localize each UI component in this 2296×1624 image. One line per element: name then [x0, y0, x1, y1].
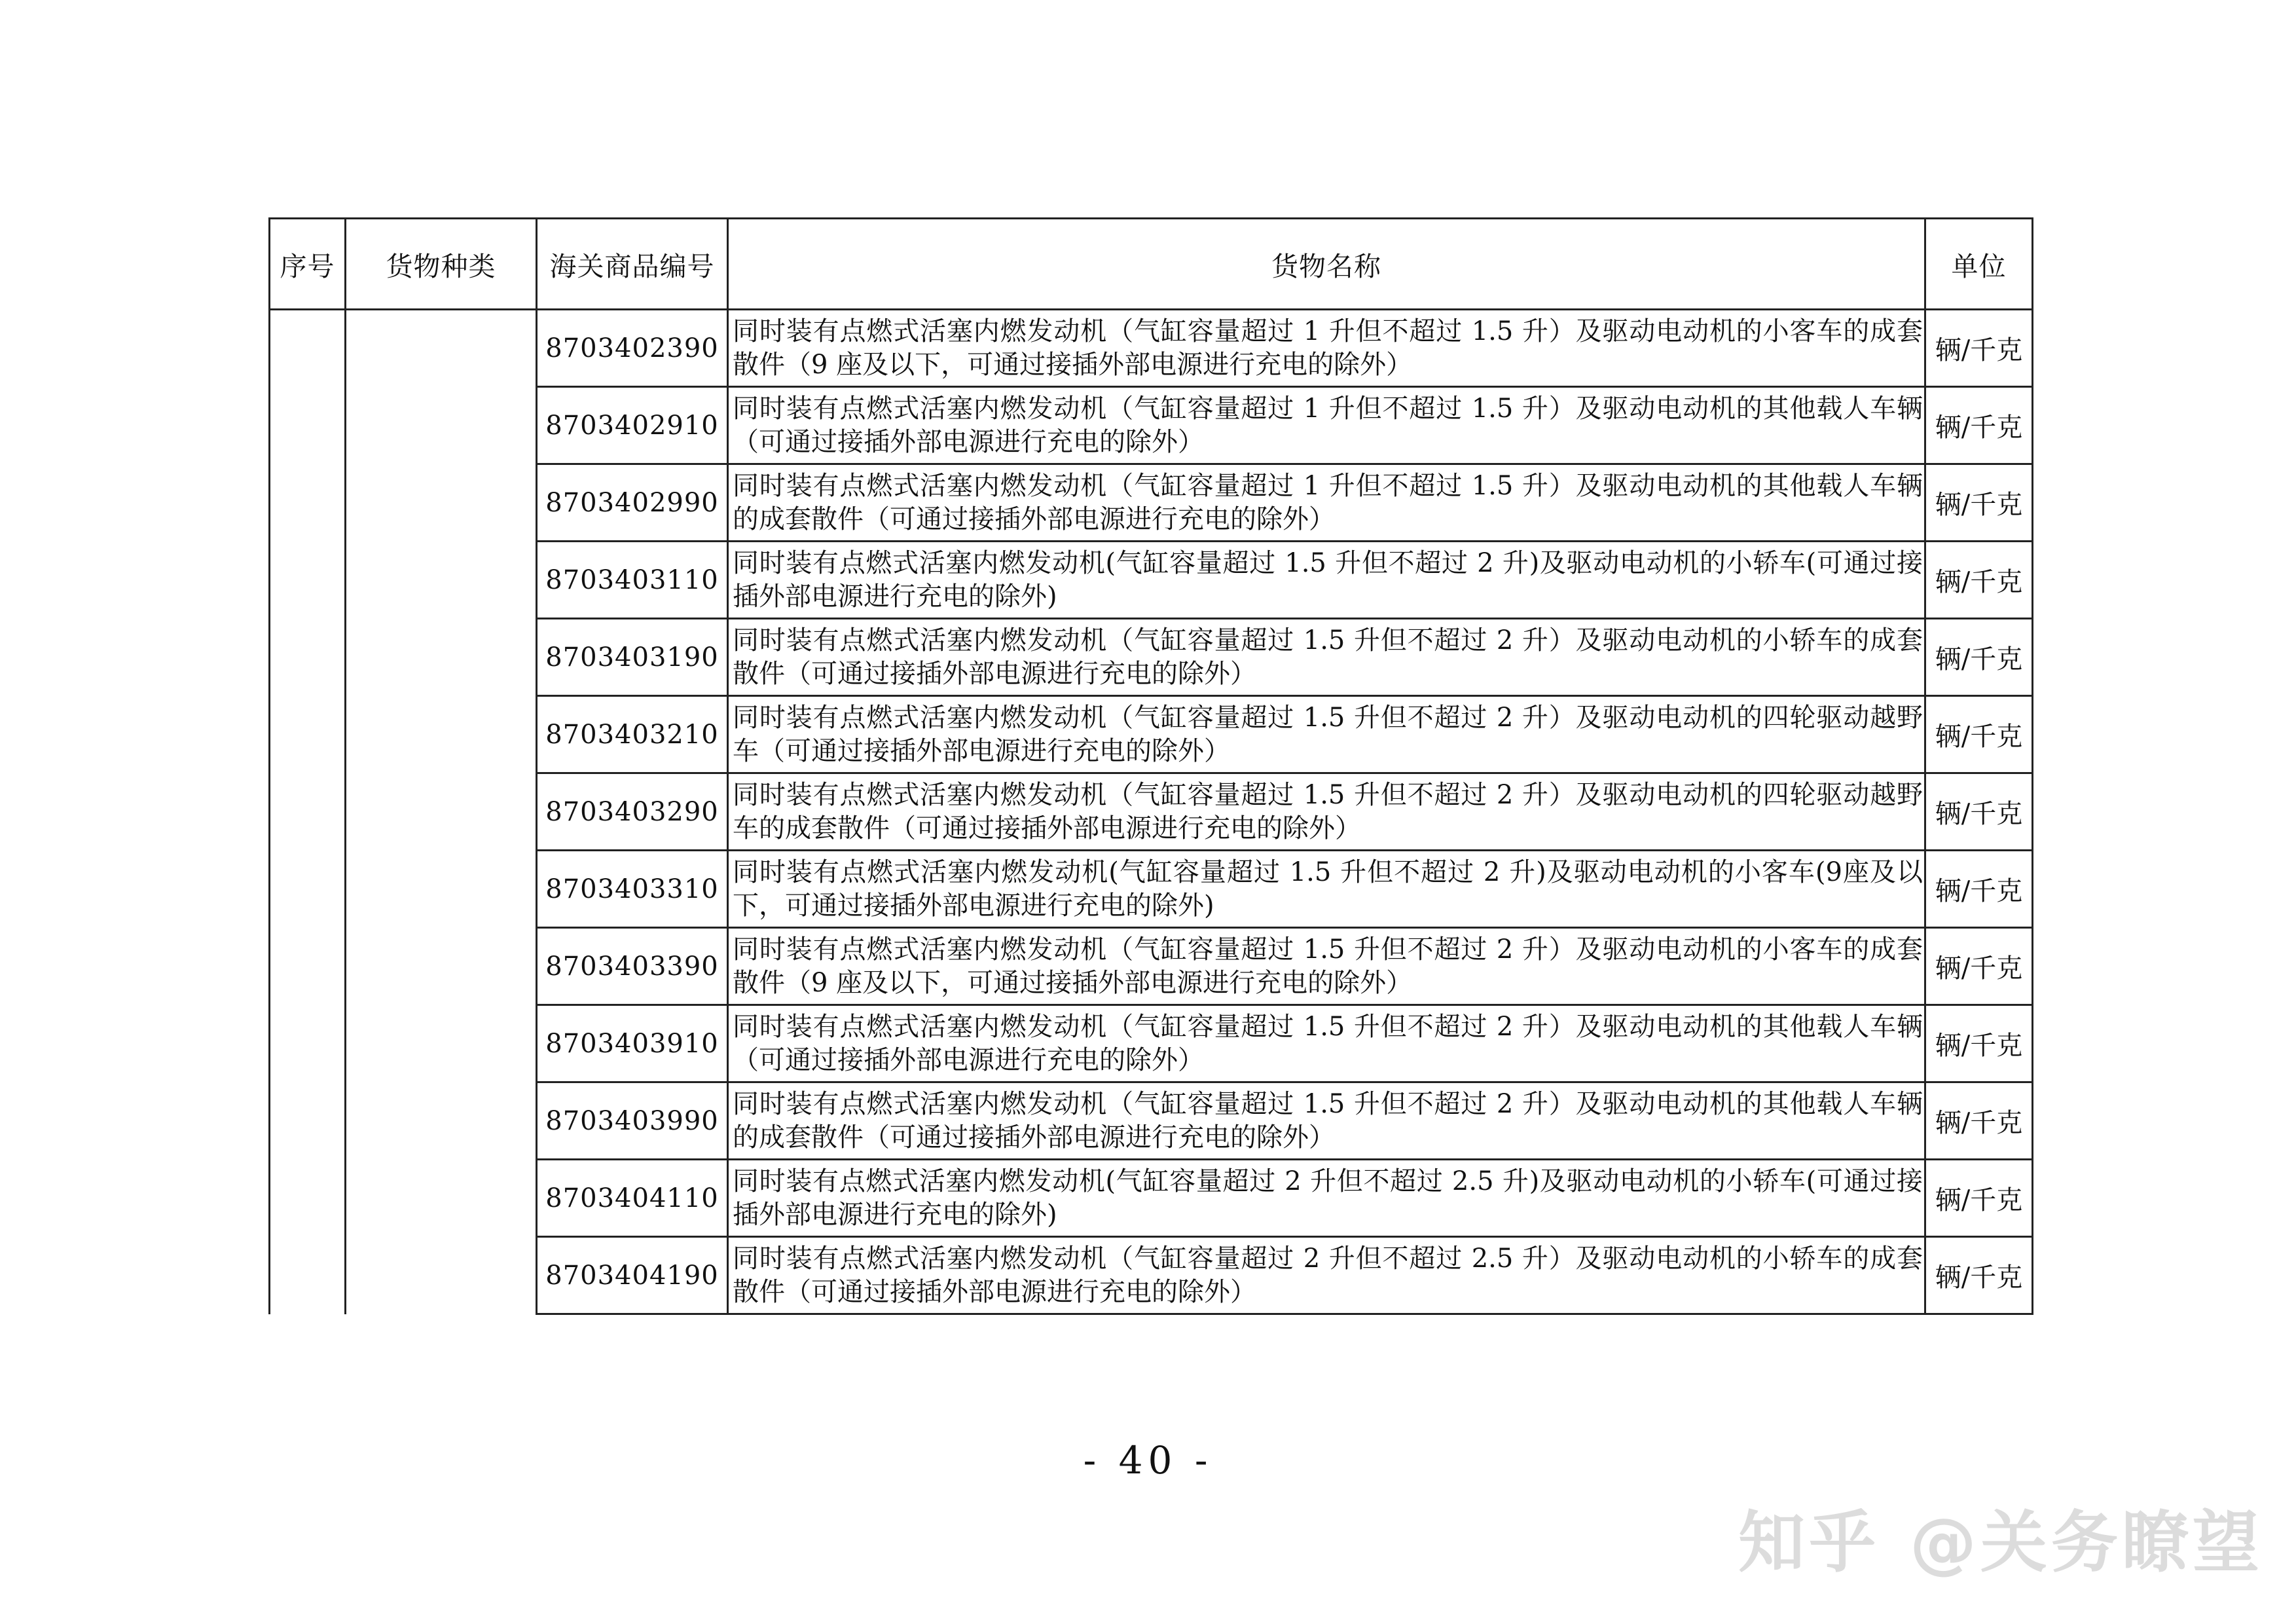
unit-cell: 辆/千克	[1925, 1082, 2033, 1160]
name-cell: 同时装有点燃式活塞内燃发动机（气缸容量超过 2 升但不超过 2.5 升）及驱动电动机的小轿车的成套散件（可通过接插外部电源进行充电的除外）	[728, 1237, 1925, 1314]
watermark-platform: 知乎	[1738, 1504, 1880, 1582]
name-cell: 同时装有点燃式活塞内燃发动机(气缸容量超过 1.5 升但不超过 2 升)及驱动电动机的小客车(9座及以下，可通过接插外部电源进行充电的除外)	[728, 851, 1925, 928]
code-cell: 8703403390	[537, 928, 728, 1005]
header-unit: 单位	[1925, 219, 2033, 310]
code-cell: 8703403290	[537, 773, 728, 851]
name-cell: 同时装有点燃式活塞内燃发动机（气缸容量超过 1.5 升但不超过 2 升）及驱动电动机的四轮驱动越野车（可通过接插外部电源进行充电的除外）	[728, 696, 1925, 773]
header-code: 海关商品编号	[537, 219, 728, 310]
code-cell: 8703404190	[537, 1237, 728, 1314]
name-cell: 同时装有点燃式活塞内燃发动机（气缸容量超过 1.5 升但不超过 2 升）及驱动电动机的四轮驱动越野车的成套散件（可通过接插外部电源进行充电的除外）	[728, 773, 1925, 851]
name-cell: 同时装有点燃式活塞内燃发动机（气缸容量超过 1.5 升但不超过 2 升）及驱动电动机的其他载人车辆（可通过接插外部电源进行充电的除外）	[728, 1005, 1925, 1082]
seq-cell	[270, 310, 346, 1314]
page-number: - 40 -	[1083, 1438, 1213, 1483]
code-cell: 8703403110	[537, 542, 728, 619]
header-type: 货物种类	[346, 219, 537, 310]
unit-cell: 辆/千克	[1925, 542, 2033, 619]
code-cell: 8703403190	[537, 619, 728, 696]
table-row	[270, 310, 2033, 387]
watermark-account: @关务瞭望	[1910, 1504, 2263, 1582]
code-cell: 8703403310	[537, 851, 728, 928]
unit-cell: 辆/千克	[1925, 928, 2033, 1005]
goods-table	[268, 217, 2033, 1315]
code-cell: 8703403910	[537, 1005, 728, 1082]
unit-cell: 辆/千克	[1925, 619, 2033, 696]
code-cell: 8703403210	[537, 696, 728, 773]
name-cell: 同时装有点燃式活塞内燃发动机(气缸容量超过 2 升但不超过 2.5 升)及驱动电动机的小轿车(可通过接插外部电源进行充电的除外)	[728, 1160, 1925, 1237]
code-cell: 8703402390	[537, 310, 728, 387]
name-cell: 同时装有点燃式活塞内燃发动机（气缸容量超过 1.5 升但不超过 2 升）及驱动电动机的小轿车的成套散件（可通过接插外部电源进行充电的除外）	[728, 619, 1925, 696]
unit-cell: 辆/千克	[1925, 387, 2033, 464]
unit-cell: 辆/千克	[1925, 773, 2033, 851]
unit-cell: 辆/千克	[1925, 1160, 2033, 1237]
name-cell: 同时装有点燃式活塞内燃发动机（气缸容量超过 1 升但不超过 1.5 升）及驱动电动机的其他载人车辆的成套散件（可通过接插外部电源进行充电的除外）	[728, 464, 1925, 542]
code-cell: 8703402910	[537, 387, 728, 464]
type-cell	[346, 310, 537, 1314]
zhihu-watermark	[1738, 1485, 2263, 1590]
name-cell: 同时装有点燃式活塞内燃发动机（气缸容量超过 1 升但不超过 1.5 升）及驱动电动机的小客车的成套散件（9 座及以下，可通过接插外部电源进行充电的除外）	[728, 310, 1925, 387]
unit-cell: 辆/千克	[1925, 696, 2033, 773]
unit-cell: 辆/千克	[1925, 851, 2033, 928]
name-cell: 同时装有点燃式活塞内燃发动机（气缸容量超过 1.5 升但不超过 2 升）及驱动电动机的小客车的成套散件（9 座及以下，可通过接插外部电源进行充电的除外）	[728, 928, 1925, 1005]
name-cell: 同时装有点燃式活塞内燃发动机(气缸容量超过 1.5 升但不超过 2 升)及驱动电动机的小轿车(可通过接插外部电源进行充电的除外)	[728, 542, 1925, 619]
unit-cell: 辆/千克	[1925, 310, 2033, 387]
table-header-row	[270, 219, 2033, 310]
name-cell: 同时装有点燃式活塞内燃发动机（气缸容量超过 1.5 升但不超过 2 升）及驱动电动机的其他载人车辆的成套散件（可通过接插外部电源进行充电的除外）	[728, 1082, 1925, 1160]
code-cell: 8703403990	[537, 1082, 728, 1160]
code-cell: 8703404110	[537, 1160, 728, 1237]
unit-cell: 辆/千克	[1925, 1237, 2033, 1314]
name-cell: 同时装有点燃式活塞内燃发动机（气缸容量超过 1 升但不超过 1.5 升）及驱动电动机的其他载人车辆（可通过接插外部电源进行充电的除外）	[728, 387, 1925, 464]
code-cell: 8703402990	[537, 464, 728, 542]
header-name: 货物名称	[728, 219, 1925, 310]
unit-cell: 辆/千克	[1925, 1005, 2033, 1082]
unit-cell: 辆/千克	[1925, 464, 2033, 542]
header-seq: 序号	[270, 219, 346, 310]
